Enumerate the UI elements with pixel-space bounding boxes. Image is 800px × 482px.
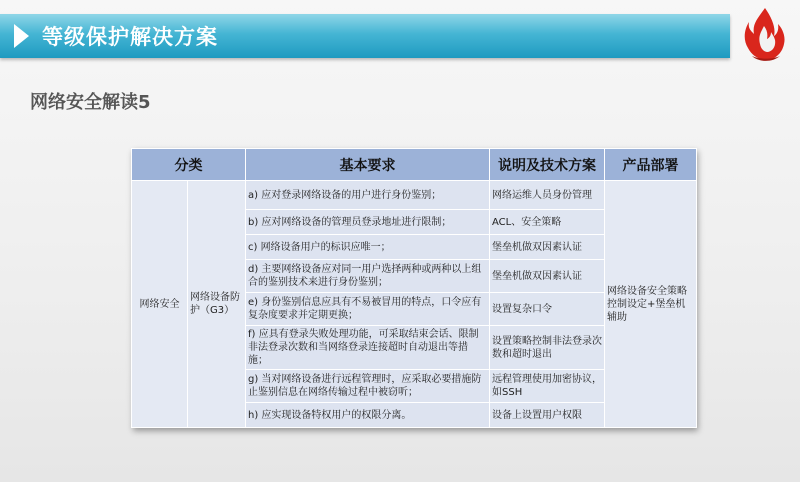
- category-main-cell: 网络安全: [132, 181, 188, 428]
- page-title: 等级保护解决方案: [42, 25, 218, 49]
- column-header-requirement: 基本要求: [246, 149, 490, 181]
- header-bar: [0, 14, 730, 58]
- description-cell: 网络运维人员身份管理: [490, 181, 605, 210]
- requirement-cell: e) 身份鉴别信息应具有不易被冒用的特点，口令应有复杂度要求并定期更换；: [246, 293, 490, 326]
- requirement-cell: h) 应实现设备特权用户的权限分离。: [246, 403, 490, 428]
- flame-logo-icon: [742, 6, 788, 64]
- requirements-table: [131, 148, 696, 428]
- description-cell: 堡垒机做双因素认证: [490, 259, 605, 292]
- description-cell: 远程管理使用加密协议，如SSH: [490, 369, 605, 402]
- column-header-product: 产品部署: [605, 149, 697, 181]
- description-cell: 堡垒机做双因素认证: [490, 235, 605, 260]
- requirement-cell: g) 当对网络设备进行远程管理时，应采取必要措施防止鉴别信息在网络传输过程中被窃听；: [246, 369, 490, 402]
- table-header-row: [132, 149, 697, 181]
- column-header-category: 分类: [132, 149, 246, 181]
- requirement-cell: b) 应对网络设备的管理员登录地址进行限制；: [246, 210, 490, 235]
- category-sub-cell: 网络设备防护（G3）: [188, 181, 246, 428]
- chevron-right-icon: [14, 24, 29, 48]
- requirement-cell: a) 应对登录网络设备的用户进行身份鉴别；: [246, 181, 490, 210]
- requirement-cell: d) 主要网络设备应对同一用户选择两种或两种以上组合的鉴别技术来进行身份鉴别；: [246, 259, 490, 292]
- requirement-cell: f) 应具有登录失败处理功能，可采取结束会话、限制非法登录次数和当网络登录连接超时自动退出等措施；: [246, 326, 490, 370]
- table-row: [132, 181, 697, 210]
- requirement-cell: c) 网络设备用户的标识应唯一；: [246, 235, 490, 260]
- column-header-description: 说明及技术方案: [490, 149, 605, 181]
- description-cell: ACL、安全策略: [490, 210, 605, 235]
- product-cell: 网络设备安全策略控制设定+堡垒机辅助: [605, 181, 697, 428]
- section-title: 网络安全解读5: [30, 92, 151, 113]
- description-cell: 设备上设置用户权限: [490, 403, 605, 428]
- description-cell: 设置策略控制非法登录次数和超时退出: [490, 326, 605, 370]
- description-cell: 设置复杂口令: [490, 293, 605, 326]
